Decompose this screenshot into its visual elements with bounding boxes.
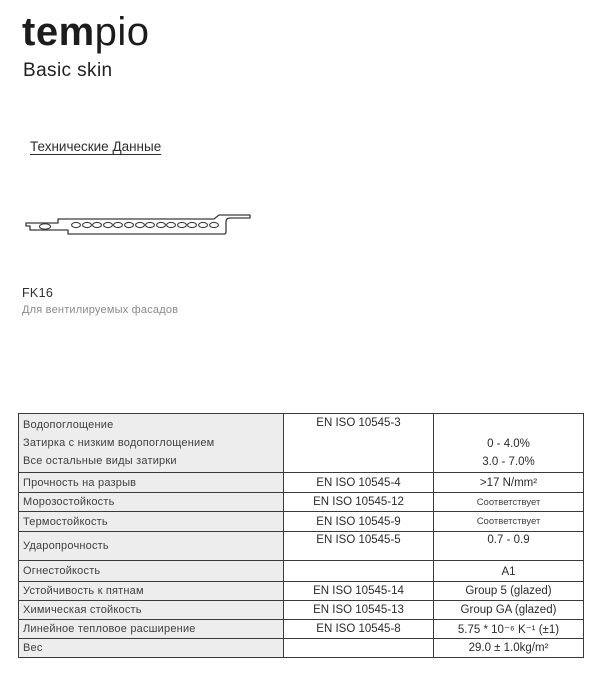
table-row-weight [19,639,584,658]
table-row-fire-resistance [19,561,584,582]
spec-value-spacer [438,417,579,435]
spec-standard: EN ISO 10545-5 [284,532,434,561]
product-code: FK16 [22,286,54,300]
panel-cross-section-drawing [20,212,256,242]
spec-value: Group GA (glazed) [434,601,584,620]
spec-standard: EN ISO 10545-8 [284,620,434,639]
spec-label: Линейное тепловое расширение [19,620,284,639]
table-row-tensile-strength [19,473,584,493]
spec-label [19,414,284,473]
spec-label: Ударопрочность [19,532,284,561]
table-row-stain-resistance [19,582,584,601]
spec-label: Термостойкость [19,512,284,532]
product-description: Для вентилируемых фасадов [22,304,179,316]
product-line-subtitle: Basic skin [23,60,113,81]
spec-value: Соответствует [434,512,584,532]
spec-value [434,414,584,473]
specs-table [18,413,584,658]
spec-label: Огнестойкость [19,561,284,582]
spec-label-line: Водопоглощение [23,419,114,431]
spec-value: A1 [434,561,584,582]
spec-label-line: Все остальные виды затирки [23,455,177,467]
spec-standard [284,639,434,658]
brand-logo-bold: tem [22,10,95,54]
spec-label-line: Затирка с низким водопоглощением [23,437,215,449]
brand-logo [22,10,150,54]
spec-label: Химическая стойкость [19,601,284,620]
spec-label: Прочность на разрыв [19,473,284,493]
spec-value-line: 0 - 4.0% [487,438,530,450]
spec-standard: EN ISO 10545-3 [284,414,434,473]
table-row-thermal-expansion [19,620,584,639]
spec-label: Вес [19,639,284,658]
spec-value-line: 3.0 - 7.0% [482,456,535,468]
spec-value: 0.7 - 0.9 [434,532,584,561]
brand-logo-light: pio [94,10,150,54]
spec-standard: EN ISO 10545-9 [284,512,434,532]
table-row-water-absorption [19,414,584,473]
spec-standard [284,561,434,582]
spec-value: Соответствует [434,493,584,512]
panel-cross-section-icon [20,212,256,242]
spec-standard: EN ISO 10545-12 [284,493,434,512]
spec-standard: EN ISO 10545-13 [284,601,434,620]
spec-label: Морозостойкость [19,493,284,512]
technical-data-link[interactable]: Технические Данные [30,139,162,154]
table-row-thermal-resistance [19,512,584,532]
spec-standard: EN ISO 10545-14 [284,582,434,601]
spec-value: Group 5 (glazed) [434,582,584,601]
table-row-chemical-resistance [19,601,584,620]
spec-label: Устойчивость к пятнам [19,582,284,601]
spec-value: 29.0 ± 1.0kg/m² [434,639,584,658]
spec-value: 5.75 * 10⁻⁶ K⁻¹ (±1) [434,620,584,639]
spec-standard: EN ISO 10545-4 [284,473,434,493]
table-row-impact-resistance [19,532,584,561]
spec-value: >17 N/mm² [434,473,584,493]
table-row-frost-resistance [19,493,584,512]
